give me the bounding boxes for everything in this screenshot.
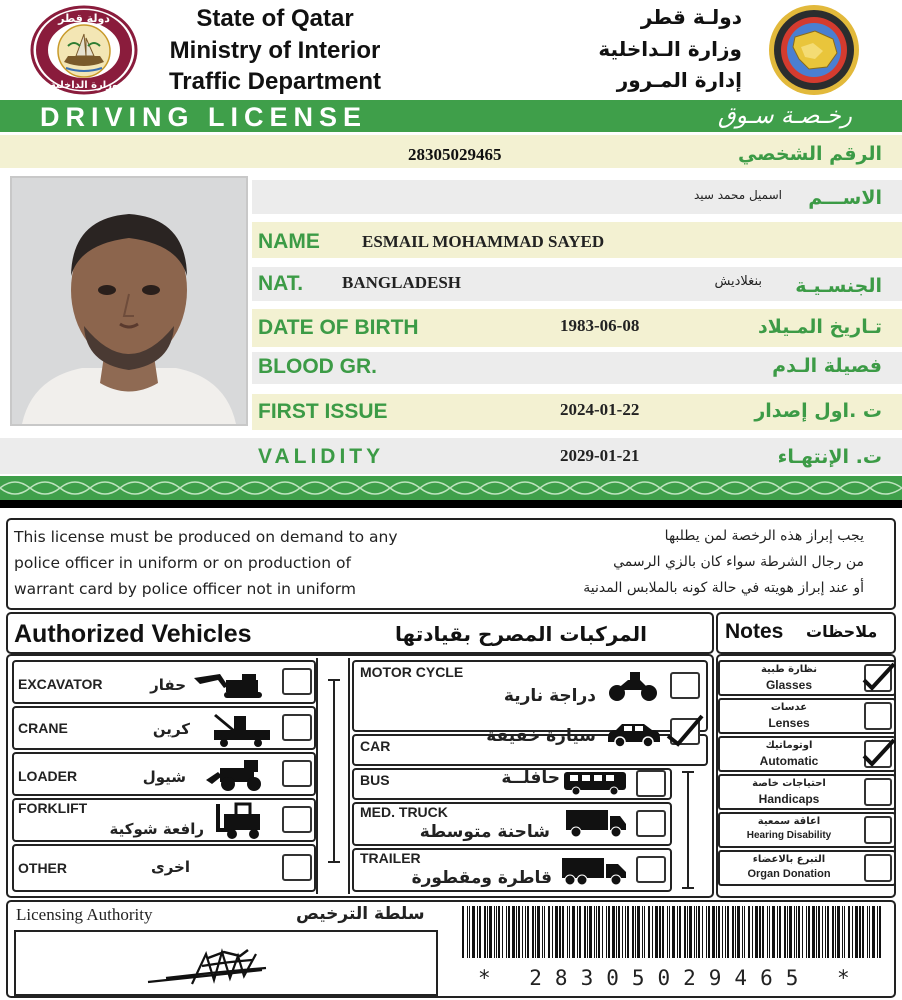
note-glasses <box>718 660 896 696</box>
barcode-bar <box>725 906 726 958</box>
car-icon <box>604 720 662 748</box>
svg-text:وزارة الداخلية: وزارة الداخلية <box>49 80 119 91</box>
notice-line-1: This license must be produced on demand to any <box>14 528 398 546</box>
first-issue-value: 2024-01-22 <box>560 400 640 419</box>
barcode-bar <box>812 906 815 958</box>
barcode-bar <box>835 906 836 958</box>
vehicle-label-ar: حفار <box>150 676 186 694</box>
barcode-bar <box>618 906 620 958</box>
barcode-bar <box>587 906 588 958</box>
barcode-bar <box>794 906 795 958</box>
barcode-bar <box>625 906 626 958</box>
barcode-bar <box>484 906 486 958</box>
vehicle-label: BUS <box>360 772 390 788</box>
barcode-bar <box>606 906 607 958</box>
vehicle-label-ar: شاحنة متوسطة <box>419 822 550 842</box>
note-organ-donation <box>718 850 896 886</box>
barcode-bar <box>798 906 800 958</box>
note-lenses <box>718 698 896 734</box>
barcode-bar <box>777 906 778 958</box>
check-mark-icon <box>860 734 900 770</box>
vehicle-label-ar: قاطرة ومقطورة <box>411 868 552 888</box>
barcode-bar <box>852 906 853 958</box>
barcode-bar <box>877 906 878 958</box>
vehicle-label: EXCAVATOR <box>18 676 103 692</box>
barcode-bar <box>827 906 829 958</box>
check-mark-icon <box>666 712 706 748</box>
barcode-bar <box>487 906 488 958</box>
note-hearing-disability <box>718 812 896 848</box>
note-label-ar: عدسات <box>770 702 808 713</box>
barcode-bar <box>696 906 697 958</box>
vehicle-label-ar: سيارة خفيفة <box>486 726 596 746</box>
barcode-bar <box>879 906 881 958</box>
barcode-bar <box>862 906 864 958</box>
barcode-bar <box>677 906 678 958</box>
barcode-bar <box>602 906 603 958</box>
header-department-ar: إدارة المـرور <box>616 68 742 92</box>
barcode-bar <box>784 906 786 958</box>
holder-photo <box>10 176 248 426</box>
barcode-bar <box>532 906 534 958</box>
barcode-bar <box>752 906 753 958</box>
barcode-bar <box>469 906 470 958</box>
authorized-title-ar: المركبات المصرح بقيادتها <box>395 622 647 646</box>
barcode-bar <box>772 906 775 958</box>
licensing-authority-label-ar: سلطة الترخيص <box>296 904 425 924</box>
header-ministry-ar: وزارة الـداخلية <box>598 37 742 61</box>
barcode-bar <box>802 906 803 958</box>
barcode-bar <box>712 906 715 958</box>
personal-number-label-ar: الرقم الشخصي <box>737 143 882 165</box>
barcode <box>462 906 882 958</box>
vehicle-label-ar: شيول <box>142 768 186 786</box>
barcode-bar <box>708 906 710 958</box>
barcode-bar <box>477 906 478 958</box>
barcode-bar <box>672 906 675 958</box>
dob-label-ar: تـاريخ المـيلاد <box>758 316 882 338</box>
barcode-bar <box>855 906 858 958</box>
personal-number: 28305029465 <box>408 145 502 164</box>
name-label-ar: الاســـم <box>808 187 882 209</box>
authorized-title: Authorized Vehicles <box>14 620 252 648</box>
note-label-ar: التبرع بالاعضاء <box>752 854 826 865</box>
barcode-bar <box>562 906 564 958</box>
barcode-bar <box>844 906 845 958</box>
header-country: State of Qatar <box>196 5 354 32</box>
vehicle-checkbox[interactable] <box>636 770 666 797</box>
barcode-bar <box>822 906 823 958</box>
barcode-bar <box>525 906 526 958</box>
vehicle-checkbox[interactable] <box>670 718 700 745</box>
barcode-bar <box>572 906 575 958</box>
barcode-bar <box>742 906 743 958</box>
dob-value: 1983-06-08 <box>560 316 640 335</box>
barcode-bar <box>808 906 810 958</box>
barcode-bar <box>632 906 634 958</box>
nationality-value-ar: بنغلاديش <box>714 274 762 289</box>
note-checkbox[interactable] <box>864 854 892 882</box>
note-label: Automatic <box>759 754 819 768</box>
licensing-authority-label: Licensing Authority <box>16 905 153 924</box>
barcode-bar <box>567 906 568 958</box>
vehicle-group-bracket <box>324 678 344 864</box>
card-separator <box>0 500 902 508</box>
barcode-bar <box>716 906 717 958</box>
moi-emblem-text <box>28 4 140 96</box>
note-label: Organ Donation <box>747 868 831 880</box>
note-label: Glasses <box>765 678 813 692</box>
barcode-bar <box>762 906 764 958</box>
validity-label: VALIDITY <box>258 445 385 468</box>
note-handicaps <box>718 774 896 810</box>
signature <box>16 932 436 994</box>
note-label-ar: احتياجات خاصة <box>752 778 826 789</box>
dob-label: DATE OF BIRTH <box>258 316 419 339</box>
notice-line-3: warrant card by police officer not in uniform <box>14 580 357 598</box>
note-label-ar: نظارة طبية <box>760 664 818 675</box>
barcode-bar <box>818 906 820 958</box>
vehicle-label: CRANE <box>18 720 68 736</box>
name-label: NAME <box>258 230 320 253</box>
barcode-bar <box>512 906 515 958</box>
barcode-bar <box>727 906 729 958</box>
barcode-bar <box>789 906 792 958</box>
vehicle-checkbox[interactable] <box>282 714 312 741</box>
barcode-bar <box>859 906 861 958</box>
barcode-bar <box>655 906 658 958</box>
note-label-ar: اوتوماتيك <box>765 740 813 751</box>
barcode-bar <box>522 906 523 958</box>
barcode-bar <box>872 906 875 958</box>
barcode-bar <box>806 906 807 958</box>
trailer-icon <box>560 854 628 886</box>
barcode-bar <box>687 906 688 958</box>
note-checkbox[interactable] <box>864 816 892 844</box>
barcode-bar <box>516 906 517 958</box>
blood-label-ar: فصيلة الـدم <box>772 355 882 377</box>
vehicle-checkbox[interactable] <box>282 760 312 787</box>
barcode-bar <box>555 906 558 958</box>
barcode-bar <box>667 906 668 958</box>
barcode-bar <box>472 906 475 958</box>
barcode-bar <box>548 906 550 958</box>
barcode-bar <box>669 906 670 958</box>
barcode-bar <box>608 906 610 958</box>
notes-title-ar: ملاحظات <box>806 622 878 641</box>
loader-icon <box>204 758 270 792</box>
barcode-bar <box>622 906 623 958</box>
barcode-bar <box>837 906 840 958</box>
motorcycle-icon <box>606 670 660 702</box>
barcode-bar <box>544 906 545 958</box>
barcode-bar <box>508 906 510 958</box>
note-checkbox[interactable] <box>864 702 892 730</box>
barcode-bar <box>848 906 850 958</box>
vehicle-label-ar: رافعة شوكية <box>109 820 204 838</box>
vehicle-group-bracket <box>674 770 702 890</box>
vehicle-checkbox[interactable] <box>670 672 700 699</box>
barcode-bar <box>579 906 581 958</box>
barcode-bar <box>744 906 745 958</box>
header-department: Traffic Department <box>168 68 382 95</box>
barcode-bar <box>869 906 870 958</box>
barcode-bar <box>467 906 468 958</box>
barcode-bar <box>679 906 681 958</box>
barcode-bar <box>706 906 707 958</box>
barcode-bar <box>635 906 636 958</box>
barcode-bar <box>535 906 536 958</box>
barcode-bar <box>479 906 481 958</box>
barcode-bar <box>684 906 686 958</box>
barcode-bar <box>867 906 868 958</box>
barcode-bar <box>518 906 520 958</box>
header-country-ar: دولـة قطر <box>640 5 742 29</box>
barcode-bar <box>748 906 750 958</box>
barcode-bar <box>596 906 597 958</box>
first-issue-label: FIRST ISSUE <box>258 400 388 423</box>
barcode-bar <box>577 906 578 958</box>
vehicle-label: OTHER <box>18 860 67 876</box>
barcode-bar <box>698 906 700 958</box>
barcode-bar <box>816 906 817 958</box>
barcode-bar <box>494 906 495 958</box>
vehicle-label-ar: حافلــة <box>501 768 560 788</box>
barcode-bar <box>759 906 761 958</box>
barcode-bar <box>662 906 664 958</box>
vehicle-label-ar: دراجة نارية <box>503 686 596 706</box>
row-bg <box>252 180 902 214</box>
header-ministry: Ministry of Interior <box>169 37 381 64</box>
note-label: Hearing Disability <box>746 830 832 841</box>
barcode-bar <box>732 906 734 958</box>
barcode-bar <box>462 906 464 958</box>
barcode-bar <box>498 906 500 958</box>
barcode-bar <box>496 906 497 958</box>
blood-label: BLOOD GR. <box>258 355 377 378</box>
vehicle-label: MED. TRUCK <box>360 804 448 820</box>
barcode-bar <box>616 906 617 958</box>
check-mark-icon <box>860 658 900 694</box>
barcode-number: * 28305029465 * <box>478 966 863 990</box>
row-bg <box>0 438 902 474</box>
notice-ar-line-2: من رجال الشرطة سواء كان بالزي الرسمي <box>613 554 864 570</box>
barcode-bar <box>832 906 834 958</box>
barcode-bar <box>627 906 629 958</box>
barcode-bar <box>642 906 643 958</box>
notice-ar-line-3: أو عند إبراز هويته في حالة كونه بالملابس المدنية <box>583 580 864 596</box>
barcode-bar <box>552 906 553 958</box>
barcode-bar <box>648 906 650 958</box>
barcode-bar <box>594 906 595 958</box>
vehicle-label: FORKLIFT <box>18 800 88 816</box>
vehicle-label: MOTOR CYCLE <box>360 664 464 680</box>
barcode-bar <box>694 906 695 958</box>
vehicle-label: TRAILER <box>360 850 421 866</box>
barcode-bar <box>637 906 640 958</box>
license-back <box>0 508 902 1000</box>
vehicle-checkbox[interactable] <box>636 810 666 837</box>
barcode-bar <box>787 906 788 958</box>
license-title: DRIVING LICENSE <box>40 102 368 132</box>
barcode-bar <box>506 906 507 958</box>
forklift-icon <box>212 802 270 840</box>
notice-ar-line-1: يجب إبراز هذه الرخصة لمن يطلبها <box>664 528 864 544</box>
note-checkbox[interactable] <box>864 664 892 692</box>
barcode-bar <box>489 906 492 958</box>
vehicle-checkbox[interactable] <box>282 668 312 695</box>
barcode-bar <box>702 906 703 958</box>
barcode-bar <box>718 906 720 958</box>
barcode-bar <box>769 906 770 958</box>
barcode-bar <box>689 906 692 958</box>
barcode-bar <box>659 906 661 958</box>
barcode-bar <box>779 906 781 958</box>
signature-box <box>14 930 438 996</box>
barcode-bar <box>755 906 758 958</box>
notice-line-2: police officer in uniform or on production of <box>14 554 351 572</box>
nationality-value: BANGLADESH <box>342 273 462 292</box>
barcode-bar <box>589 906 592 958</box>
barcode-bar <box>652 906 653 958</box>
barcode-bar <box>735 906 736 958</box>
note-label: Handicaps <box>758 792 820 806</box>
barcode-bar <box>502 906 503 958</box>
barcode-bar <box>527 906 529 958</box>
barcode-bar <box>537 906 540 958</box>
crane-icon <box>210 710 272 748</box>
vehicle-checkbox[interactable] <box>282 806 312 833</box>
barcode-bar <box>644 906 645 958</box>
note-label: Lenses <box>768 716 810 730</box>
name-value-ar: اسميل محمد سيد <box>693 188 782 202</box>
barcode-bar <box>598 906 600 958</box>
validity-label-ar: ت. الإنتهـاء <box>777 446 882 468</box>
note-automatic <box>718 736 896 772</box>
barcode-bar <box>569 906 570 958</box>
notes-title: Notes <box>725 620 784 643</box>
vehicle-checkbox[interactable] <box>636 856 666 883</box>
note-checkbox[interactable] <box>864 740 892 768</box>
vehicle-label-ar: اخرى <box>150 858 190 876</box>
barcode-bar <box>767 906 768 958</box>
first-issue-label-ar: ت .اول إصدار <box>754 400 882 422</box>
vehicle-label: LOADER <box>18 768 78 784</box>
barcode-bar <box>722 906 723 958</box>
name-value: ESMAIL MOHAMMAD SAYED <box>362 232 605 251</box>
nationality-label-ar: الجنسـيـة <box>795 275 882 297</box>
bus-icon <box>562 770 628 796</box>
excavator-icon <box>190 668 270 700</box>
barcode-bar <box>842 906 843 958</box>
barcode-bar <box>584 906 586 958</box>
truck-icon <box>564 808 628 838</box>
gcc-emblem-icon <box>757 3 871 97</box>
nationality-label: NAT. <box>258 272 304 295</box>
vehicle-checkbox[interactable] <box>282 854 312 881</box>
barcode-bar <box>737 906 740 958</box>
validity-value: 2029-01-21 <box>560 446 640 465</box>
svg-text:دولة قطر: دولة قطر <box>58 12 110 25</box>
pattern-strip <box>0 476 902 500</box>
note-label-ar: اعاقة سمعية <box>757 816 821 827</box>
barcode-bar <box>612 906 615 958</box>
barcode-bar <box>559 906 561 958</box>
license-title-ar: رخـصـة سـوق <box>717 103 852 129</box>
barcode-bar <box>542 906 543 958</box>
barcode-bar <box>796 906 797 958</box>
vehicle-label-ar: كرين <box>152 720 190 738</box>
vehicle-label: CAR <box>360 738 391 754</box>
note-checkbox[interactable] <box>864 778 892 806</box>
barcode-bar <box>825 906 826 958</box>
